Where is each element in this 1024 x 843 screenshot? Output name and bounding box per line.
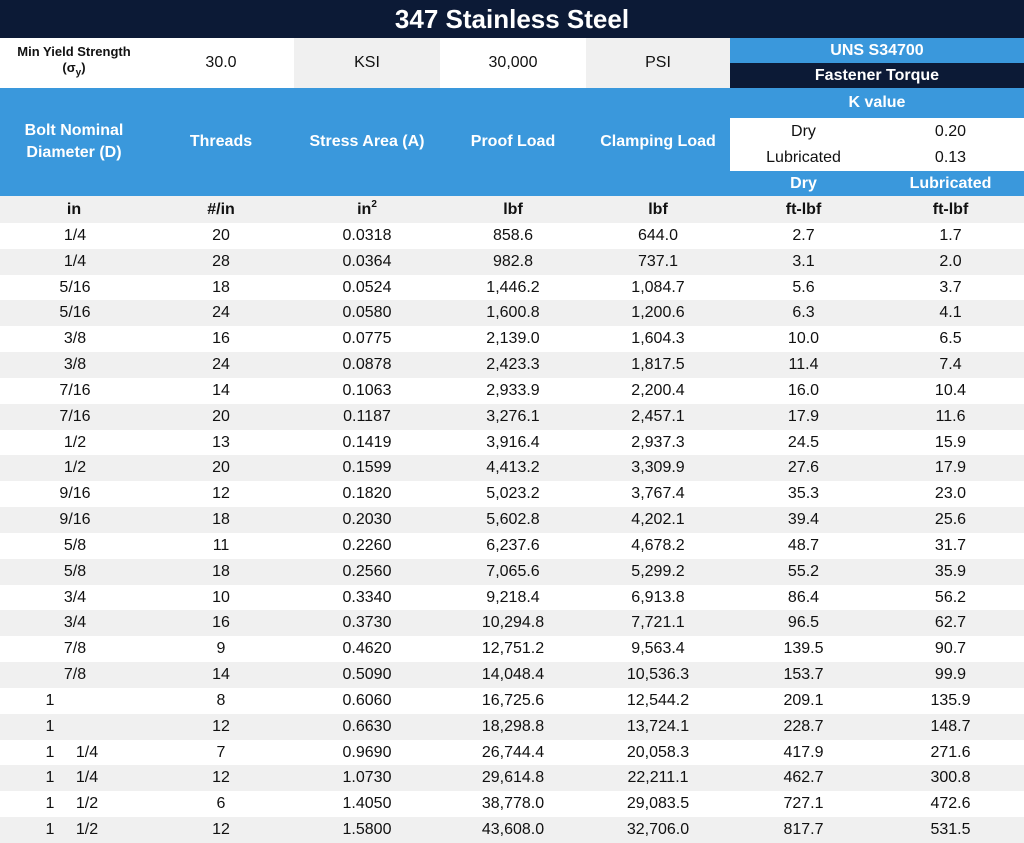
cell-stress-area: 0.9690 bbox=[342, 743, 392, 761]
cell-lub-torque: 99.9 bbox=[934, 666, 967, 684]
cell-stress-area: 0.3340 bbox=[342, 588, 392, 606]
cell-lub-torque: 1.7 bbox=[939, 226, 962, 244]
cell-proof-load: 2,933.9 bbox=[486, 381, 540, 399]
cell-dry-torque: 209.1 bbox=[783, 691, 824, 709]
cell-diameter-fraction: 3/8 bbox=[63, 330, 87, 348]
yield-psi-unit: PSI bbox=[586, 38, 730, 88]
unit-clamping-load: lbf bbox=[648, 200, 668, 218]
cell-lub-torque: 148.7 bbox=[930, 717, 971, 735]
cell-clamping-load: 10,536.3 bbox=[626, 666, 690, 684]
cell-proof-load: 29,614.8 bbox=[481, 769, 545, 787]
cell-proof-load: 16,725.6 bbox=[481, 691, 545, 709]
cell-proof-load: 858.6 bbox=[492, 226, 534, 244]
cell-stress-area: 0.0364 bbox=[342, 252, 392, 270]
cell-stress-area: 0.1820 bbox=[342, 485, 392, 503]
yield-label bbox=[0, 38, 148, 88]
cell-lub-torque: 25.6 bbox=[934, 511, 967, 529]
cell-stress-area: 0.1187 bbox=[343, 407, 391, 425]
cell-dry-torque: 10.0 bbox=[787, 330, 820, 348]
header-diameter: Bolt Nominal Diameter (D) bbox=[0, 88, 148, 196]
cell-dry-torque: 48.7 bbox=[787, 536, 820, 554]
cell-clamping-load: 6,913.8 bbox=[631, 588, 685, 606]
header-lubricated: Lubricated bbox=[877, 171, 1024, 196]
cell-threads: 16 bbox=[212, 614, 230, 632]
cell-clamping-load: 2,457.1 bbox=[631, 407, 685, 425]
cell-stress-area: 1.0730 bbox=[342, 769, 392, 787]
cell-diameter-fraction: 7/16 bbox=[59, 381, 91, 399]
cell-threads: 7 bbox=[216, 743, 226, 761]
cell-threads: 11 bbox=[212, 536, 230, 554]
cell-threads: 24 bbox=[212, 304, 230, 322]
cell-diameter-fraction: 1/4 bbox=[75, 769, 99, 787]
cell-lub-torque: 135.9 bbox=[930, 691, 971, 709]
cell-clamping-load: 3,767.4 bbox=[631, 485, 685, 503]
cell-threads: 24 bbox=[212, 356, 230, 374]
cell-stress-area: 0.1419 bbox=[342, 433, 392, 451]
cell-diameter-fraction bbox=[62, 688, 112, 714]
cell-diameter-fraction bbox=[62, 714, 112, 740]
cell-threads: 12 bbox=[212, 769, 230, 787]
cell-proof-load: 18,298.8 bbox=[481, 717, 545, 735]
cell-clamping-load: 22,211.1 bbox=[627, 769, 689, 787]
cell-dry-torque: 11.4 bbox=[788, 356, 819, 374]
uns-label: UNS S34700 bbox=[730, 38, 1024, 63]
yield-ksi-value: 30.0 bbox=[148, 38, 294, 88]
cell-proof-load: 5,602.8 bbox=[486, 511, 540, 529]
cell-dry-torque: 6.3 bbox=[792, 304, 815, 322]
cell-stress-area: 0.0524 bbox=[342, 278, 392, 296]
cell-stress-area: 0.2260 bbox=[342, 536, 392, 554]
cell-diameter-fraction: 1/4 bbox=[63, 252, 87, 270]
cell-threads: 6 bbox=[216, 795, 226, 813]
cell-lub-torque: 62.7 bbox=[934, 614, 967, 632]
cell-diameter-whole: 1 bbox=[45, 769, 55, 787]
cell-threads: 13 bbox=[212, 433, 230, 451]
cell-stress-area: 0.1063 bbox=[342, 381, 392, 399]
header-proof-load: Proof Load bbox=[440, 88, 586, 196]
cell-proof-load: 2,139.0 bbox=[486, 330, 540, 348]
cell-dry-torque: 5.6 bbox=[792, 278, 815, 296]
cell-diameter-fraction: 5/16 bbox=[59, 278, 91, 296]
cell-diameter-fraction: 1/2 bbox=[63, 433, 87, 451]
cell-diameter-fraction: 1/2 bbox=[75, 795, 99, 813]
cell-threads: 12 bbox=[212, 717, 230, 735]
cell-proof-load: 14,048.4 bbox=[481, 666, 545, 684]
yield-sigma: (σ bbox=[62, 60, 76, 76]
cell-diameter-fraction: 5/8 bbox=[63, 536, 87, 554]
cell-dry-torque: 228.7 bbox=[783, 717, 824, 735]
cell-threads: 14 bbox=[212, 381, 230, 399]
cell-dry-torque: 86.4 bbox=[787, 588, 820, 606]
cell-threads: 12 bbox=[212, 820, 230, 838]
unit-stress-area bbox=[294, 196, 440, 223]
cell-proof-load: 10,294.8 bbox=[481, 614, 545, 632]
cell-diameter-fraction: 5/16 bbox=[59, 304, 91, 322]
cell-diameter-fraction: 3/8 bbox=[63, 356, 87, 374]
cell-proof-load: 4,413.2 bbox=[486, 459, 540, 477]
cell-dry-torque: 417.9 bbox=[783, 743, 824, 761]
cell-clamping-load: 1,200.6 bbox=[631, 304, 685, 322]
cell-lub-torque: 11.6 bbox=[935, 407, 966, 425]
cell-threads: 18 bbox=[212, 511, 230, 529]
k-dry-label: Dry bbox=[730, 118, 877, 145]
cell-proof-load: 2,423.3 bbox=[486, 356, 540, 374]
cell-proof-load: 6,237.6 bbox=[486, 536, 540, 554]
cell-diameter-fraction: 1/4 bbox=[63, 226, 87, 244]
cell-lub-torque: 17.9 bbox=[934, 459, 967, 477]
cell-threads: 20 bbox=[212, 407, 230, 425]
cell-clamping-load: 5,299.2 bbox=[631, 562, 685, 580]
cell-threads: 10 bbox=[212, 588, 230, 606]
cell-diameter-fraction: 7/8 bbox=[63, 666, 87, 684]
cell-diameter-whole: 1 bbox=[45, 743, 55, 761]
cell-dry-torque: 39.4 bbox=[787, 511, 820, 529]
cell-proof-load: 9,218.4 bbox=[486, 588, 540, 606]
cell-stress-area: 0.2030 bbox=[342, 511, 392, 529]
cell-dry-torque: 3.1 bbox=[792, 252, 815, 270]
cell-clamping-load: 3,309.9 bbox=[631, 459, 685, 477]
cell-clamping-load: 20,058.3 bbox=[626, 743, 690, 761]
cell-clamping-load: 644.0 bbox=[637, 226, 679, 244]
cell-lub-torque: 31.7 bbox=[934, 536, 967, 554]
cell-lub-torque: 23.0 bbox=[934, 485, 967, 503]
cell-dry-torque: 153.7 bbox=[783, 666, 824, 684]
header-dry: Dry bbox=[730, 171, 877, 196]
cell-stress-area: 0.0318 bbox=[342, 226, 392, 244]
cell-dry-torque: 139.5 bbox=[783, 640, 824, 658]
yield-label-line1: Min Yield Strength bbox=[17, 44, 131, 60]
cell-diameter-whole: 1 bbox=[45, 795, 55, 813]
cell-diameter-fraction: 7/16 bbox=[59, 407, 91, 425]
yield-ksi-unit: KSI bbox=[294, 38, 440, 88]
cell-stress-area: 1.4050 bbox=[342, 795, 392, 813]
cell-clamping-load: 29,083.5 bbox=[626, 795, 690, 813]
cell-clamping-load: 4,678.2 bbox=[631, 536, 685, 554]
cell-lub-torque: 7.4 bbox=[939, 356, 962, 374]
cell-proof-load: 1,446.2 bbox=[486, 278, 540, 296]
unit-stress-area-exp: 2 bbox=[371, 199, 377, 210]
fastener-torque-label: Fastener Torque bbox=[730, 63, 1024, 88]
sheet-title: 347 Stainless Steel bbox=[0, 0, 1024, 38]
cell-clamping-load: 13,724.1 bbox=[626, 717, 690, 735]
cell-stress-area: 0.6060 bbox=[342, 691, 392, 709]
cell-diameter-whole: 1 bbox=[45, 717, 55, 735]
cell-proof-load: 3,276.1 bbox=[486, 407, 540, 425]
cell-dry-torque: 16.0 bbox=[787, 381, 820, 399]
cell-lub-torque: 271.6 bbox=[930, 743, 971, 761]
cell-proof-load: 5,023.2 bbox=[486, 485, 540, 503]
cell-diameter-fraction: 5/8 bbox=[63, 562, 87, 580]
cell-clamping-load: 12,544.2 bbox=[626, 691, 690, 709]
cell-diameter-whole: 1 bbox=[45, 691, 55, 709]
cell-lub-torque: 4.1 bbox=[939, 304, 962, 322]
cell-diameter-fraction: 1/2 bbox=[63, 459, 87, 477]
cell-clamping-load: 1,604.3 bbox=[631, 330, 685, 348]
cell-diameter-fraction: 9/16 bbox=[59, 485, 91, 503]
cell-stress-area: 0.0580 bbox=[342, 304, 392, 322]
cell-dry-torque: 17.9 bbox=[787, 407, 820, 425]
unit-dry: ft-lbf bbox=[785, 200, 822, 218]
cell-lub-torque: 6.5 bbox=[939, 330, 962, 348]
cell-diameter-fraction: 3/4 bbox=[63, 614, 87, 632]
cell-clamping-load: 1,817.5 bbox=[631, 356, 685, 374]
cell-clamping-load: 2,937.3 bbox=[631, 433, 685, 451]
cell-lub-torque: 90.7 bbox=[934, 640, 967, 658]
cell-clamping-load: 1,084.7 bbox=[631, 278, 685, 296]
cell-dry-torque: 462.7 bbox=[783, 769, 824, 787]
cell-proof-load: 38,778.0 bbox=[481, 795, 545, 813]
cell-lub-torque: 10.4 bbox=[934, 381, 967, 399]
yield-close-paren: ) bbox=[81, 60, 86, 76]
cell-lub-torque: 15.9 bbox=[934, 433, 967, 451]
cell-diameter-fraction: 9/16 bbox=[59, 511, 91, 529]
cell-clamping-load: 9,563.4 bbox=[631, 640, 685, 658]
cell-stress-area: 0.0878 bbox=[342, 356, 392, 374]
yield-subscript: y bbox=[75, 67, 82, 79]
k-dry-value: 0.20 bbox=[877, 118, 1024, 145]
cell-stress-area: 0.5090 bbox=[342, 666, 392, 684]
cell-lub-torque: 35.9 bbox=[934, 562, 967, 580]
yield-psi-value: 30,000 bbox=[440, 38, 586, 88]
cell-diameter-fraction: 3/4 bbox=[63, 588, 87, 606]
cell-dry-torque: 55.2 bbox=[787, 562, 820, 580]
cell-proof-load: 12,751.2 bbox=[481, 640, 545, 658]
cell-stress-area: 1.5800 bbox=[342, 820, 392, 838]
cell-threads: 28 bbox=[212, 252, 230, 270]
k-lub-value: 0.13 bbox=[877, 145, 1024, 171]
unit-stress-area-base: in bbox=[357, 200, 372, 218]
cell-lub-torque: 472.6 bbox=[930, 795, 971, 813]
cell-threads: 12 bbox=[212, 485, 230, 503]
cell-clamping-load: 32,706.0 bbox=[626, 820, 690, 838]
k-lub-label: Lubricated bbox=[730, 145, 877, 171]
cell-stress-area: 0.1599 bbox=[342, 459, 392, 477]
cell-threads: 18 bbox=[212, 278, 230, 296]
cell-dry-torque: 727.1 bbox=[783, 795, 824, 813]
cell-threads: 14 bbox=[212, 666, 230, 684]
unit-diameter: in bbox=[66, 200, 82, 218]
k-value-label: K value bbox=[730, 88, 1024, 118]
cell-proof-load: 3,916.4 bbox=[486, 433, 540, 451]
cell-clamping-load: 4,202.1 bbox=[631, 511, 685, 529]
cell-clamping-load: 737.1 bbox=[637, 252, 679, 270]
yield-label-symbol bbox=[62, 60, 85, 82]
cell-lub-torque: 56.2 bbox=[934, 588, 967, 606]
cell-diameter-fraction: 1/2 bbox=[75, 820, 99, 838]
header-clamping-load: Clamping Load bbox=[586, 88, 730, 196]
unit-proof-load: lbf bbox=[503, 200, 523, 218]
cell-proof-load: 26,744.4 bbox=[481, 743, 545, 761]
cell-threads: 18 bbox=[212, 562, 230, 580]
cell-stress-area: 0.4620 bbox=[342, 640, 392, 658]
cell-proof-load: 1,600.8 bbox=[486, 304, 540, 322]
cell-stress-area: 0.6630 bbox=[342, 717, 392, 735]
cell-dry-torque: 817.7 bbox=[783, 820, 824, 838]
cell-threads: 8 bbox=[216, 691, 226, 709]
cell-clamping-load: 2,200.4 bbox=[631, 381, 685, 399]
cell-stress-area: 0.3730 bbox=[342, 614, 392, 632]
header-stress-area: Stress Area (A) bbox=[294, 88, 440, 196]
cell-dry-torque: 35.3 bbox=[787, 485, 820, 503]
cell-clamping-load: 7,721.1 bbox=[631, 614, 685, 632]
cell-threads: 20 bbox=[212, 226, 230, 244]
cell-lub-torque: 2.0 bbox=[939, 252, 962, 270]
cell-stress-area: 0.0775 bbox=[342, 330, 392, 348]
cell-lub-torque: 531.5 bbox=[930, 820, 971, 838]
cell-stress-area: 0.2560 bbox=[342, 562, 392, 580]
cell-dry-torque: 24.5 bbox=[787, 433, 820, 451]
cell-lub-torque: 300.8 bbox=[930, 769, 971, 787]
cell-threads: 9 bbox=[216, 640, 226, 658]
cell-proof-load: 982.8 bbox=[492, 252, 534, 270]
cell-diameter-fraction: 1/4 bbox=[75, 743, 99, 761]
header-threads: Threads bbox=[148, 88, 294, 196]
cell-dry-torque: 27.6 bbox=[787, 459, 820, 477]
cell-dry-torque: 2.7 bbox=[792, 226, 815, 244]
cell-proof-load: 7,065.6 bbox=[486, 562, 540, 580]
cell-diameter-whole: 1 bbox=[45, 820, 55, 838]
cell-lub-torque: 3.7 bbox=[939, 278, 962, 296]
cell-threads: 20 bbox=[212, 459, 230, 477]
cell-threads: 16 bbox=[212, 330, 230, 348]
unit-lubricated: ft-lbf bbox=[932, 200, 969, 218]
cell-diameter-fraction: 7/8 bbox=[63, 640, 87, 658]
cell-dry-torque: 96.5 bbox=[787, 614, 820, 632]
cell-proof-load: 43,608.0 bbox=[481, 820, 545, 838]
unit-threads: #/in bbox=[207, 200, 235, 218]
